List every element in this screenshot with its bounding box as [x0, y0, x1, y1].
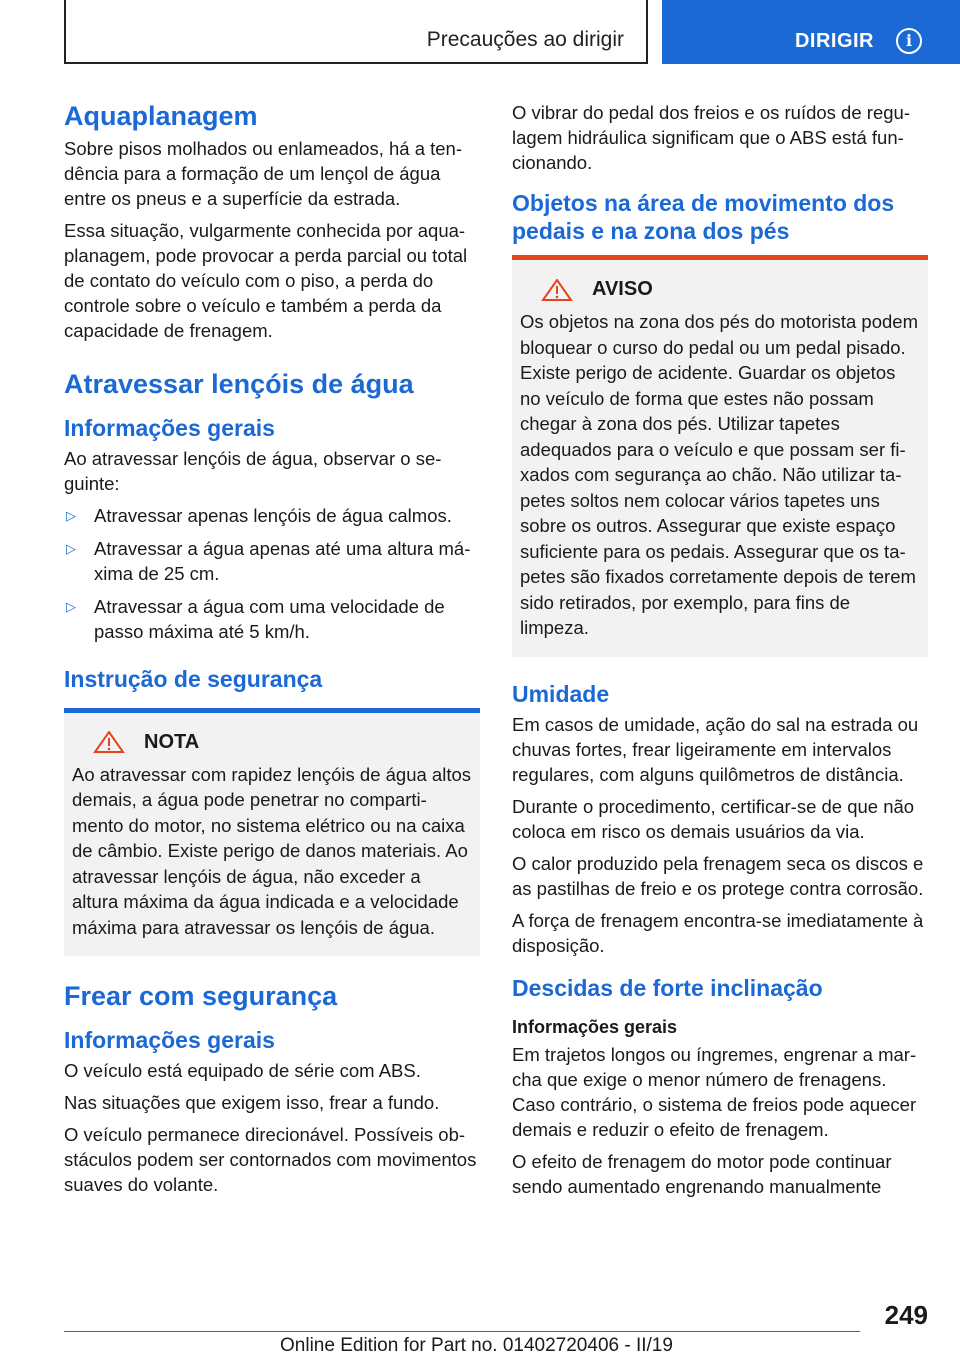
list-item: ▷ Atravessar apenas lençóis de água calmos. [66, 505, 452, 527]
triangle-bullet-icon: ▷ [66, 541, 76, 557]
note-text: Ao atravessar com rapidez lençóis de água altos demais, a água pode penetrar no compartimento do motor, no sistema elétrico ou na caixa de câmbio. Existe perigo de danos materiais. Ao atravessar lençóis de água, não exceder a altura máxima da água indicada e a velocidade máxima para atravessar os lençóis de água. [72, 763, 471, 938]
paragraph: Em trajetos longos ou íngremes, engrenar a marcha que exige o menor número de frenagens. Caso contrário, o sistema de freios pode aquecer demais e reduzir o efeito de frenagem. [512, 1043, 917, 1140]
warning-title [520, 278, 920, 301]
footer-divider [64, 1331, 860, 1332]
warning-triangle-icon [540, 279, 574, 301]
right-column [512, 100, 928, 1206]
footer-edition: Online Edition for Part no. 01402720406 - II/19 [280, 1335, 673, 1356]
paragraph: Essa situação, vulgarmente conhecida por aquaplanagem, pode provocar a perda parcial ou total de contato do veículo com o piso, a perda do controle sobre o veículo e também a perda da capacidade de frenagem. [64, 220, 468, 342]
warning-label: AVISO [592, 278, 653, 301]
subheading-instrucao-seguranca: Instrução de segurança [64, 666, 323, 693]
triangle-bullet-icon: ▷ [66, 508, 76, 524]
note-title [72, 731, 472, 754]
heading-frear: Frear com segurança [64, 981, 338, 1012]
page-number: 249 [884, 1300, 928, 1330]
subheading-informacoes-gerais: Informações gerais [64, 414, 275, 441]
list-item: ▷ Atravessar a água com uma velocidade de passo máxima até 5 km/h. [66, 596, 445, 643]
header-section-title: Precauções ao dirigir [426, 28, 624, 51]
info-icon[interactable]: i [896, 28, 922, 54]
heading-descidas: Descidas de forte inclinação [512, 975, 823, 1002]
warning-text: Os objetos na zona dos pés do motorista podem bloquear o curso do pedal ou um pedal pisado. Existe perigo de acidente. Guardar os objetos no veículo de forma que estes não possam chegar à zona dos pés. Utilizar tapetes adequados para o veículo e que possam ser fixados com segurança ao chão. Não utilizar tapetes soltos nem colocar vários tapetes uns sobre os outros. Assegurar que existe espaço suficiente para os pedais. Assegurar que os tapetes são fixados corretamente depois de terem sido retirados, por exemplo, para fins de limpeza. [520, 311, 918, 639]
paragraph: Sobre pisos molhados ou enlameados, há a tendência para a formação de um lençol de água entre os pneus e a superfície da estrada. [64, 138, 463, 210]
paragraph: A força de frenagem encontra-se imediatamente à disposição. [512, 910, 924, 957]
left-column [64, 100, 480, 1204]
paragraph: O efeito de frenagem do motor pode continuar sendo aumentado engrenando manualmente [512, 1150, 892, 1197]
warning-triangle-icon [92, 731, 126, 753]
heading-aquaplanagem: Aquaplanagem [64, 101, 258, 131]
header-chapter-label: DIRIGIR [794, 30, 874, 52]
paragraph: O vibrar do pedal dos freios e os ruídos de regulagem hidráulica significam que o ABS está funcionando. [512, 102, 910, 173]
paragraph: O veículo permanece direcionável. Possíveis obstáculos podem ser contornados com movimentos suaves do volante. [64, 1124, 477, 1196]
heading-umidade: Umidade [512, 680, 610, 707]
paragraph: Ao atravessar lençóis de água, observar o seguinte: [64, 448, 442, 495]
header-section-box [64, 0, 648, 64]
heading-objetos: Objetos na área de movimento dos pedais e na zona dos pés [512, 190, 895, 244]
paragraph: O veículo está equipado de série com ABS. [64, 1060, 421, 1082]
paragraph: Nas situações que exigem isso, frear a fundo. [64, 1092, 440, 1114]
note-label: NOTA [144, 730, 200, 753]
subheading-informacoes-gerais: Informações gerais [64, 1026, 275, 1053]
heading-atravessar: Atravessar lençóis de água [64, 369, 414, 400]
list [64, 503, 480, 644]
subheading-informacoes-gerais: Informações gerais [512, 1016, 678, 1037]
paragraph: O calor produzido pela frenagem seca os discos e as pastilhas de freio e os protege contra corrosão. [512, 853, 924, 900]
header-chapter-tab[interactable] [662, 0, 960, 64]
warning-box [512, 255, 928, 657]
triangle-bullet-icon: ▷ [66, 599, 76, 615]
paragraph: Durante o procedimento, certificar-se de que não coloca em risco os demais usuários da via. [512, 796, 915, 843]
note-box [64, 708, 480, 957]
list-item: ▷ Atravessar a água apenas até uma altura máxima de 25 cm. [66, 538, 471, 585]
paragraph: Em casos de umidade, ação do sal na estrada ou chuvas fortes, frear ligeiramente em intervalos regulares, com alguns quilômetros de distância. [512, 714, 919, 786]
